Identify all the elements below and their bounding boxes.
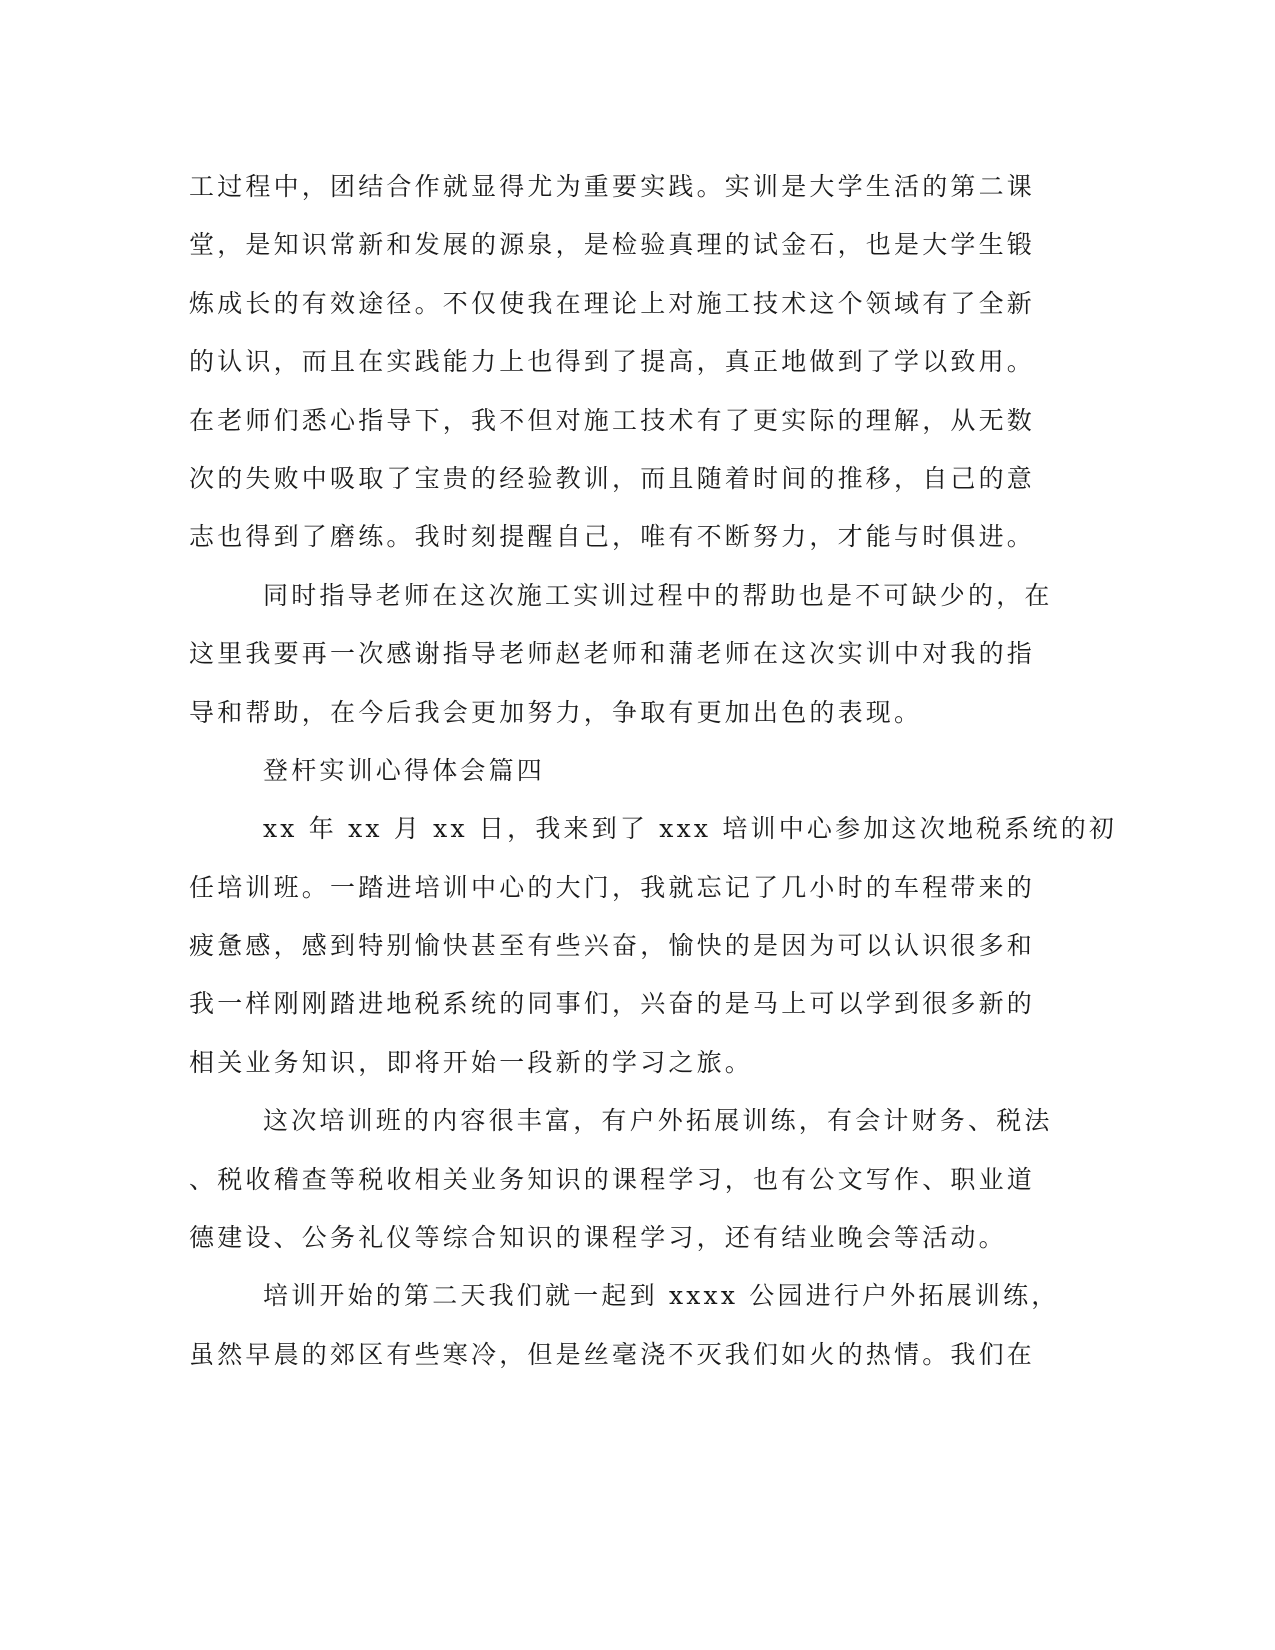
paragraph-1 bbox=[189, 158, 1089, 567]
text-line: 培训开始的第二天我们就一起到 xxxx 公园进行户外拓展训练， bbox=[263, 1281, 1060, 1311]
text-line: 虽然早晨的郊区有些寒冷，但是丝毫浇不灭我们如火的热情。我们在 bbox=[189, 1339, 1036, 1369]
text-line: 导和帮助，在今后我会更加努力，争取有更加出色的表现。 bbox=[189, 697, 923, 727]
text-line: 的认识，而且在实践能力上也得到了提高，真正地做到了学以致用。 bbox=[189, 347, 1036, 377]
text-line: 任培训班。一踏进培训中心的大门，我就忘记了几小时的车程带来的 bbox=[189, 872, 1036, 902]
paragraph-5 bbox=[189, 1267, 1089, 1384]
text-line: 德建设、公务礼仪等综合知识的课程学习，还有结业晚会等活动。 bbox=[189, 1223, 1007, 1253]
text-line: 这次培训班的内容很丰富，有户外拓展训练，有会计财务、税法 bbox=[263, 1106, 1053, 1136]
heading-text: 登杆实训心得体会篇四 bbox=[263, 755, 546, 785]
section-heading bbox=[189, 742, 1089, 800]
text-line: 这里我要再一次感谢指导老师赵老师和蒲老师在这次实训中对我的指 bbox=[189, 639, 1036, 669]
paragraph-3 bbox=[189, 800, 1118, 1092]
text-line: xx 年 xx 月 xx 日，我来到了 xxx 培训中心参加这次地税系统的初 bbox=[263, 814, 1118, 844]
text-line: 、税收稽查等税收相关业务知识的课程学习，也有公文写作、职业道 bbox=[189, 1164, 1036, 1194]
text-line: 志也得到了磨练。我时刻提醒自己，唯有不断努力，才能与时俱进。 bbox=[189, 522, 1036, 552]
paragraph-2 bbox=[189, 567, 1089, 742]
text-line: 堂，是知识常新和发展的源泉，是检验真理的试金石，也是大学生锻 bbox=[189, 230, 1036, 260]
text-line: 疲惫感，感到特别愉快甚至有些兴奋，愉快的是因为可以认识很多和 bbox=[189, 931, 1036, 961]
text-line: 炼成长的有效途径。不仅使我在理论上对施工技术这个领域有了全新 bbox=[189, 288, 1036, 318]
text-line: 我一样刚刚踏进地税系统的同事们，兴奋的是马上可以学到很多新的 bbox=[189, 989, 1036, 1019]
document-body bbox=[189, 158, 1118, 1384]
text-line: 在老师们悉心指导下，我不但对施工技术有了更实际的理解，从无数 bbox=[189, 405, 1036, 435]
text-line: 工过程中，团结合作就显得尤为重要实践。实训是大学生活的第二课 bbox=[189, 172, 1036, 201]
text-line: 次的失败中吸取了宝贵的经验教训，而且随着时间的推移，自己的意 bbox=[189, 463, 1036, 493]
paragraph-4 bbox=[189, 1092, 1089, 1267]
text-line: 同时指导老师在这次施工实训过程中的帮助也是不可缺少的，在 bbox=[263, 580, 1053, 610]
text-line: 相关业务知识，即将开始一段新的学习之旅。 bbox=[189, 1047, 754, 1077]
